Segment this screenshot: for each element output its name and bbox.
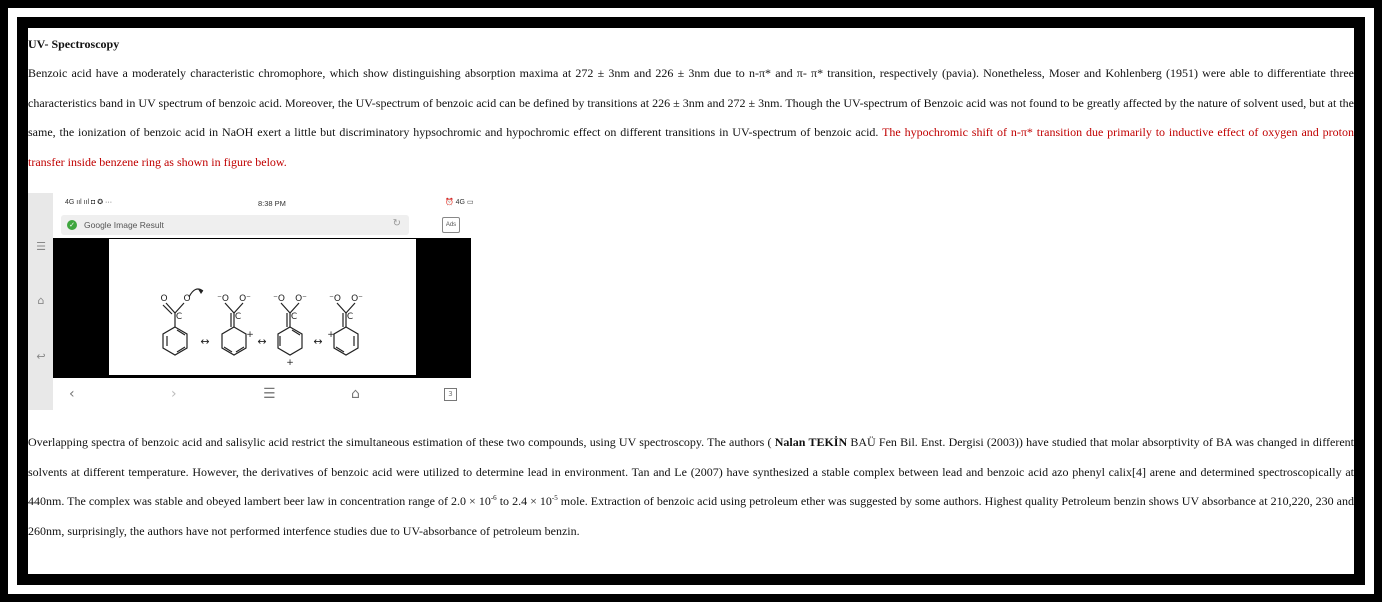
resonance-structures-figure bbox=[109, 239, 416, 375]
signal-indicator: 4G ııl ııl ◘ ✪ ··· bbox=[65, 199, 113, 206]
svg-text:+: + bbox=[327, 330, 335, 340]
menu-icon: ☰ bbox=[36, 240, 46, 253]
phone-nav-bar bbox=[53, 380, 490, 410]
exponent: -6 bbox=[490, 494, 497, 502]
phone-side-bar bbox=[28, 193, 53, 410]
svg-text:C: C bbox=[175, 312, 183, 322]
image-viewer bbox=[53, 238, 471, 378]
svg-text:⁻O: ⁻O bbox=[273, 294, 285, 304]
svg-text:+: + bbox=[246, 330, 254, 340]
embedded-phone-screenshot bbox=[28, 193, 490, 410]
paragraph-text: Benzoic acid have a moderately characteristic chromophore, which show distinguishing absorption maxima at 272 ± 3nm and 226 ± 3nm due to n-π* and π- π* transition, respectively (pavia). Nonetheless, Moser and Kohlenberg (1951) were able to differentiate three characteristics band in UV spectrum of benzoic acid. Moreover, the UV-spectrum of benzoic acid can be defined by transitions at 226 ± 3nm and 272 ± 3nm. Though the UV-spectrum of Benzoic acid was not found to be greatly affected by the nature of solvent used, but at the same, the ionization of benzoic acid in NaOH exert a little but discriminatory hypsochromic and hypochromic effect on different transitions in UV-spectrum of benzoic acid. bbox=[28, 66, 1354, 139]
address-text: Google Image Result bbox=[84, 220, 164, 230]
document-page bbox=[28, 28, 1354, 574]
ads-badge: Ads bbox=[442, 217, 460, 233]
paragraph-text: to 2.4 × 10 bbox=[496, 494, 552, 508]
back-arrow-icon: ‹ bbox=[69, 386, 75, 402]
home-icon: ⌂ bbox=[37, 294, 45, 307]
svg-text:O: O bbox=[183, 294, 191, 304]
svg-text:↔: ↔ bbox=[313, 335, 323, 348]
author-name: Nalan TEKİN bbox=[774, 435, 848, 449]
svg-text:O⁻: O⁻ bbox=[295, 294, 307, 304]
svg-text:O⁻: O⁻ bbox=[239, 294, 251, 304]
svg-text:C: C bbox=[234, 312, 242, 322]
back-icon: ↩ bbox=[36, 350, 46, 363]
svg-text:↔: ↔ bbox=[257, 335, 267, 348]
home-outline-icon: ⌂ bbox=[351, 386, 360, 402]
svg-text:⁻O: ⁻O bbox=[329, 294, 341, 304]
svg-text:⁻O: ⁻O bbox=[217, 294, 229, 304]
exponent: -5 bbox=[551, 494, 558, 502]
shield-check-icon: ✓ bbox=[67, 220, 77, 230]
svg-text:C: C bbox=[290, 312, 298, 322]
paragraph-text: Overlapping spectra of benzoic acid and salisylic acid restrict the simultaneous estimation of these two compounds, using UV spectroscopy. The authors ( bbox=[28, 435, 775, 449]
paragraph-text: mole. Extraction of benzoic acid using petroleum ether was suggested by some authors. Highest quality Petroleum benzin shows UV absorbance at 210,220, 230 and 260nm, surprisingly, the authors have not performed interfence studies due to UV-absorbance of petroleum benzin. bbox=[28, 494, 1354, 538]
tab-count-icon: 3 bbox=[444, 388, 457, 401]
browser-address-bar bbox=[61, 215, 409, 235]
paragraph-uv-intro bbox=[28, 59, 1354, 177]
benzoate-resonance-drawing bbox=[109, 239, 416, 375]
svg-text:+: + bbox=[286, 358, 294, 368]
forward-arrow-icon: › bbox=[171, 386, 177, 402]
section-heading: UV- Spectroscopy bbox=[28, 37, 120, 51]
svg-text:C: C bbox=[346, 312, 354, 322]
paragraph-text: BAÜ Fen Bil. Enst. Dergisi (2003)) have studied that molar absorptivity of BA was changed in different solvents at different temperature. However, the derivatives of benzoic acid were utilized to determine lead in environment. Tan and Le (2007) have synthesized a stable complex between lead and benzoic acid azo phenyl calix[4] arene and determined spectroscopically at 440nm. The complex was stable and obeyed lambert beer law in concentration range of 2.0 × 10 bbox=[28, 435, 1354, 508]
battery-indicator: ⏰ 4G ▭ bbox=[445, 199, 474, 206]
status-time: 8:38 PM bbox=[258, 199, 286, 208]
svg-text:↔: ↔ bbox=[200, 335, 210, 348]
highlighted-red-text: The hypochromic shift of n-π* transition due primarily to inductive effect of oxygen and proton transfer inside benzene ring as shown in figure below. bbox=[28, 125, 1354, 169]
reload-icon: ↻ bbox=[392, 218, 401, 229]
svg-text:O⁻: O⁻ bbox=[351, 294, 363, 304]
menu-lines-icon: ☰ bbox=[263, 386, 276, 402]
paragraph-overlapping-spectra bbox=[28, 428, 1354, 546]
svg-text:O: O bbox=[160, 294, 168, 304]
phone-status-bar bbox=[53, 193, 490, 213]
